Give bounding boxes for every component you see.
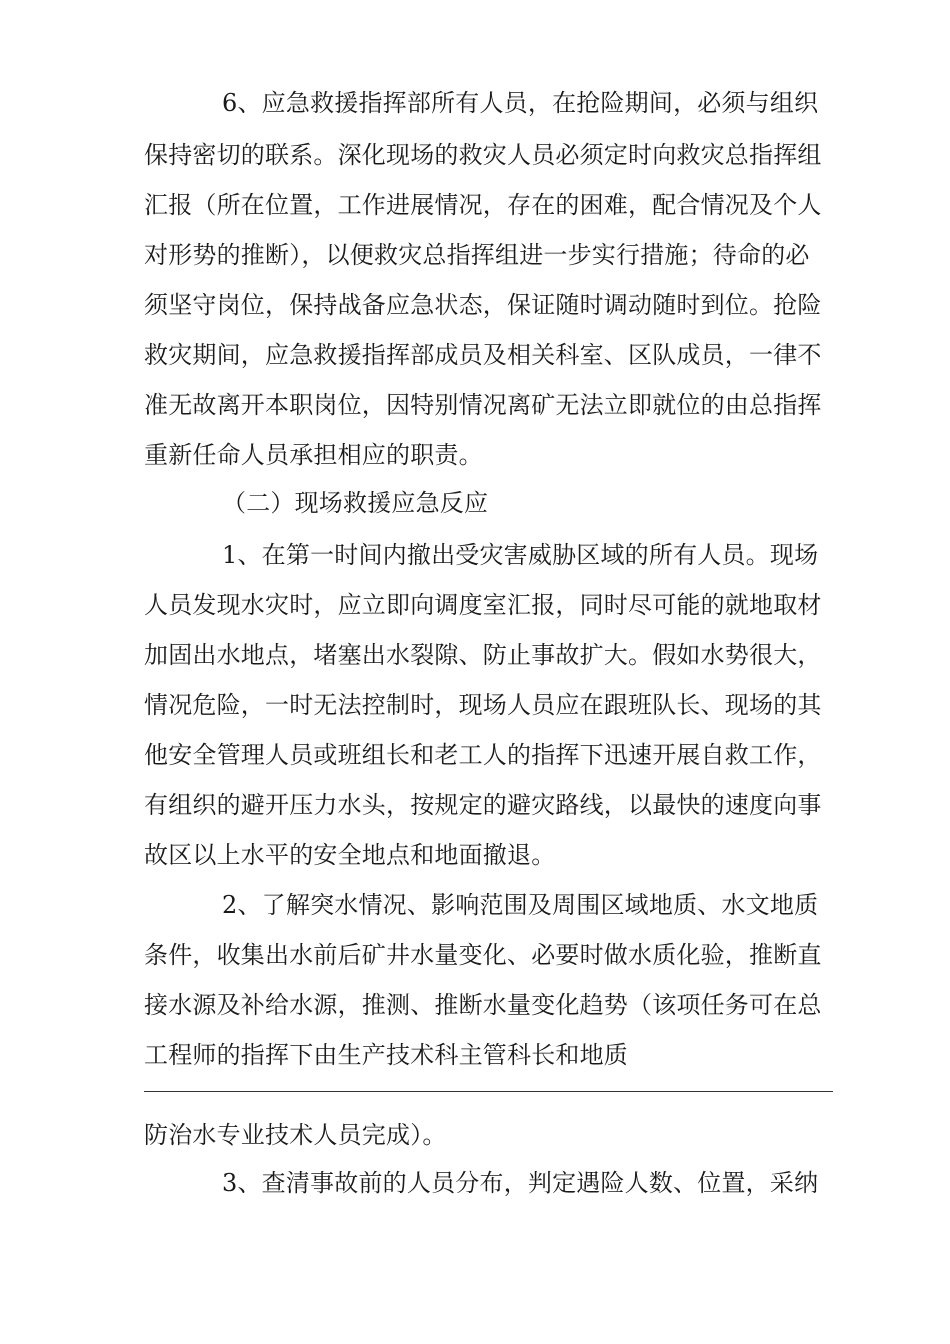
paragraph-6-line-4: 对形势的推断），以便救灾总指挥组进一步实行措施；待命的必 <box>144 241 810 269</box>
paragraph-6-line-6: 救灾期间，应急救援指挥部成员及相关科室、区队成员，一律不 <box>144 341 822 369</box>
paragraph-1-line-4: 情况危险，一时无法控制时，现场人员应在跟班队长、现场的其 <box>144 691 822 719</box>
paragraph-1-line-2: 人员发现水灾时，应立即向调度室汇报，同时尽可能的就地取材 <box>144 591 822 619</box>
paragraph-6-line-1: 6、应急救援指挥部所有人员，在抢险期间，必须与组织 <box>222 89 819 117</box>
paragraph-2-line-4: 工程师的指挥下由生产技术科主管科长和地质 <box>144 1041 628 1069</box>
paragraph-1-line-3: 加固出水地点，堵塞出水裂隙、防止事故扩大。假如水势很大， <box>144 641 822 669</box>
paragraph-6-line-7: 准无故离开本职岗位，因特别情况离矿无法立即就位的由总指挥 <box>144 391 822 419</box>
paragraph-3-line-1: 3、查清事故前的人员分布，判定遇险人数、位置，采纳 <box>222 1169 819 1197</box>
paragraph-1-line-1: 1、在第一时间内撤出受灾害威胁区域的所有人员。现场 <box>222 541 819 569</box>
paragraph-2-line-5: 防治水专业技术人员完成）。 <box>144 1121 447 1149</box>
paragraph-6-line-2: 保持密切的联系。深化现场的救灾人员必须定时向救灾总指挥组 <box>144 141 822 169</box>
page-break-divider <box>144 1091 833 1092</box>
section-heading: （二）现场救援应急反应 <box>222 489 489 517</box>
paragraph-6-line-8: 重新任命人员承担相应的职责。 <box>144 441 483 469</box>
paragraph-2-line-2: 条件，收集出水前后矿井水量变化、必要时做水质化验，推断直 <box>144 941 822 969</box>
paragraph-1-line-5: 他安全管理人员或班组长和老工人的指挥下迅速开展自救工作， <box>144 741 822 769</box>
paragraph-2-line-3: 接水源及补给水源，推测、推断水量变化趋势（该项任务可在总 <box>144 991 822 1019</box>
paragraph-2-line-1: 2、了解突水情况、影响范围及周围区域地质、水文地质 <box>222 891 819 919</box>
paragraph-1-line-7: 故区以上水平的安全地点和地面撤退。 <box>144 841 556 869</box>
paragraph-6-line-3: 汇报（所在位置，工作进展情况，存在的困难，配合情况及个人 <box>144 191 822 219</box>
paragraph-6-line-5: 须坚守岗位，保持战备应急状态，保证随时调动随时到位。抢险 <box>144 291 822 319</box>
paragraph-1-line-6: 有组织的避开压力水头，按规定的避灾路线，以最快的速度向事 <box>144 791 822 819</box>
